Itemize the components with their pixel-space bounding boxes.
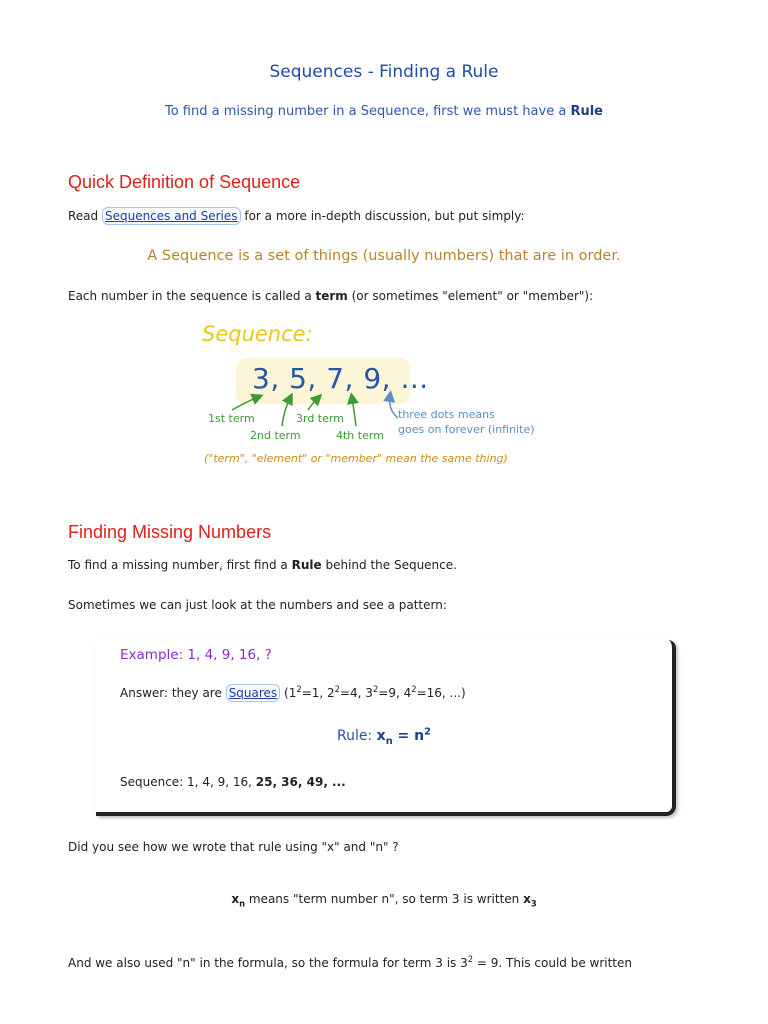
formula-paragraph bbox=[68, 956, 632, 970]
heading-quick-definition: Quick Definition of Sequence bbox=[68, 172, 301, 192]
example-sequence-line bbox=[120, 775, 346, 789]
rule-prefix: Rule: bbox=[337, 728, 377, 744]
notation-xn: $x_n$ bbox=[231, 892, 246, 909]
rule-x: $x_n = n^2$ bbox=[376, 726, 431, 747]
arrow-1st-term bbox=[232, 397, 258, 410]
example-title: Example: 1, 4, 9, 16, ? bbox=[120, 647, 272, 663]
label-2nd-term: 2nd term bbox=[250, 429, 301, 442]
dots-note-line1: three dots means bbox=[398, 408, 495, 421]
answer-line bbox=[120, 686, 466, 700]
term-arrows-diagram bbox=[0, 0, 768, 480]
answer-prefix: Answer: they are bbox=[120, 686, 226, 700]
find-rule-bold: Rule bbox=[291, 558, 322, 572]
example-sequence-bold: 25, 36, 49, ... bbox=[255, 775, 346, 789]
formula-suffix: = 9. This could be written bbox=[473, 956, 632, 970]
label-4th-term: 4th term bbox=[336, 429, 384, 442]
arrow-3rd-term bbox=[308, 398, 318, 410]
subtitle-text: To find a missing number in a Sequence, first we must have a bbox=[164, 104, 571, 119]
find-rule-prefix: To find a missing number, first find a bbox=[68, 558, 292, 572]
subtitle-rule-bold: Rule bbox=[570, 104, 603, 119]
page-title: Sequences - Finding a Rule bbox=[269, 62, 499, 82]
sequences-and-series-link[interactable]: Sequences and Series bbox=[102, 207, 241, 225]
arrow-dots bbox=[390, 396, 398, 418]
rule-formula bbox=[0, 726, 768, 747]
same-meaning-note: ("term", "element" or "member" mean the same thing) bbox=[204, 452, 508, 465]
read-suffix: for a more in-depth discussion, but put simply: bbox=[240, 209, 525, 223]
arrow-4th-term bbox=[352, 398, 356, 426]
sequence-definition: A Sequence is a set of things (usually numbers) that are in order. bbox=[147, 248, 621, 264]
example-sequence-prefix: Sequence: 1, 4, 9, 16, bbox=[120, 775, 256, 789]
pattern-paragraph: Sometimes we can just look at the numbers and see a pattern: bbox=[68, 598, 447, 612]
term-suffix: (or sometimes "element" or "member"): bbox=[347, 289, 594, 303]
notation-question: Did you see how we wrote that rule using "x" and "n" ? bbox=[68, 840, 399, 854]
term-prefix: Each number in the sequence is called a bbox=[68, 289, 316, 303]
term-notation-line bbox=[0, 892, 768, 909]
dots-note-line2: goes on forever (infinite) bbox=[398, 423, 535, 436]
formula-prefix: And we also used "n" in the formula, so the formula for term 3 is 3 bbox=[68, 956, 468, 970]
label-3rd-term: 3rd term bbox=[296, 412, 344, 425]
answer-detail: ($1^2=1$, $2^2=4$, $3^2=9$, $4^2=16$, ...) bbox=[284, 684, 466, 700]
read-prefix: Read bbox=[68, 209, 102, 223]
squares-link[interactable]: Squares bbox=[226, 684, 281, 702]
term-bold: term bbox=[315, 289, 348, 303]
heading-finding-missing-numbers: Finding Missing Numbers bbox=[68, 522, 272, 542]
formula-sup: 2 bbox=[467, 954, 474, 964]
dots-note bbox=[398, 407, 535, 437]
arrow-2nd-term bbox=[282, 398, 290, 426]
label-1st-term: 1st term bbox=[208, 412, 255, 425]
sequence-label: Sequence: bbox=[202, 322, 313, 346]
notation-x3: $x_3$ bbox=[523, 892, 537, 909]
find-rule-paragraph bbox=[68, 558, 457, 572]
notation-text: means "term number n", so term 3 is written bbox=[245, 892, 524, 906]
find-rule-suffix: behind the Sequence. bbox=[321, 558, 457, 572]
sequence-numbers: 3, 5, 7, 9, ... bbox=[252, 362, 429, 395]
